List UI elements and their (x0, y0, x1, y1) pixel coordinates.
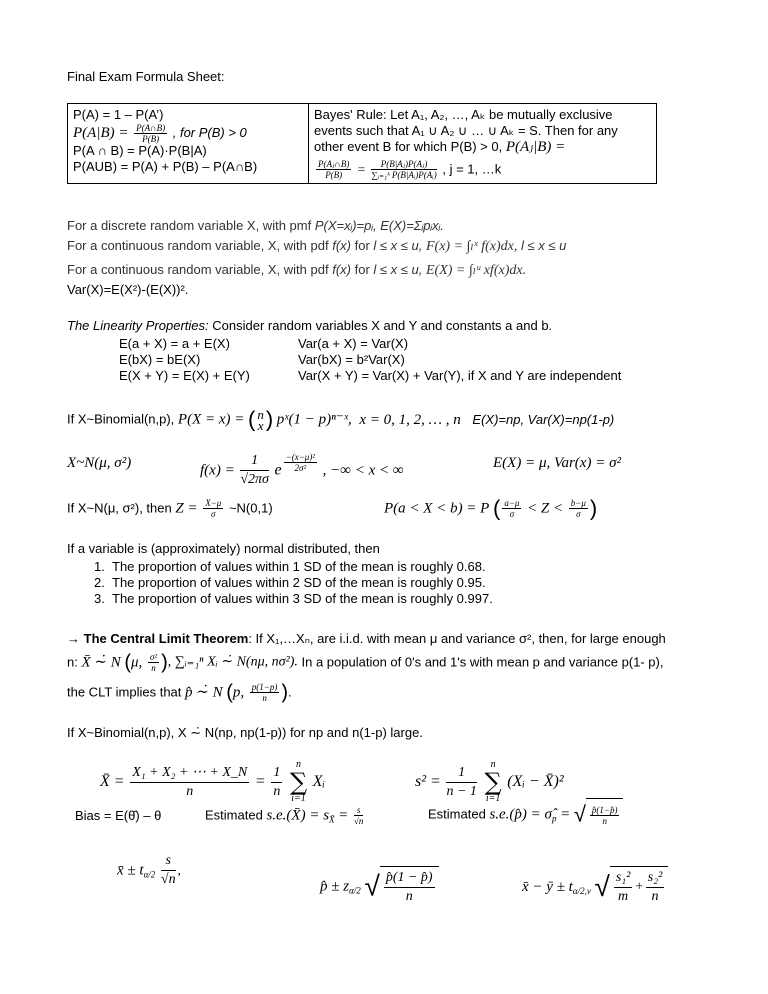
arrow-icon: → (67, 631, 80, 646)
clt-line-3: the CLT implies that p̂ ∼̇ N (p, $\frac{p(1-p)}{n}$ ). (67, 681, 292, 704)
ci-proportion-formula: p̂ ± $z_{\alpha/2}$ √ $\frac{p̂(1 - p̂)}{n}$ (320, 866, 439, 911)
ci-mean-formula: x̄ ± $t_{\alpha/2}$ $\frac{s}{√n}$ , (117, 853, 181, 888)
bayes-line-1: Bayes' Rule: Let A₁, A₂, …, Aₖ be mutually exclusive (314, 107, 613, 122)
bias-formula: Bias = E(θ̂) – θ (75, 808, 162, 823)
variance-line: Var(X)=E(X²)-(E(X))². (67, 282, 189, 297)
binomial-normal-approx: If X~Binomial(n,p), X ∼̇ N(np, np(1-p)) for np and n(1-p) large. (67, 725, 423, 740)
se-proportion-formula: Estimated s.e.(p̂) = $\sigmâ_p$ = √ $\frac{p̂(1-p̂)}{n}$ (428, 798, 623, 835)
binomial-line: If X~Binomial(n,p), P(X = x) = ( n x ) pˣ(1 − p)ⁿ⁻ˣ, x = 0, 1, 2, … , n E(X)=np, Var(X)=np(1-p) (67, 406, 615, 433)
empirical-rule-list (94, 559, 493, 607)
continuous-mean-line: For a continuous random variable, X, with pdf f(x) for l ≤ x ≤ u, E(X) = ∫ₗᵘ xf(x)dx. (67, 262, 527, 278)
sample-mean-formula: X̄ = $\frac{\text{X₁ + X₂ + ⋯ + X\_N}}{n}$ = $\frac{1}{n}$ n ∑ i=1 Xᵢ (100, 759, 326, 804)
se-mean-formula: Estimated s.e.(X̄) = $s_{X̄}$ = $\frac{s}{√n}$ (205, 805, 364, 827)
linearity-heading-line: The Linearity Properties: Consider random variables X and Y and constants a and b. (67, 318, 553, 333)
sample-variance-formula: s² = $\frac{1}{n - 1}$ n ∑ i=1 (Xᵢ − X̄)² (415, 759, 564, 804)
linearity-variance-list: Var(a + X) = Var(X) Var(bX) = b²Var(X) Var(X + Y) = Var(X) + Var(Y), if X and Y are independent (298, 336, 622, 383)
basic-rules-cell (68, 104, 309, 184)
conditional-rule: P(A|B) = $\frac{P(A\cap B)}{P(B)}$ , for P(B) > 0 (73, 123, 247, 144)
discrete-rv-line: For a discrete random variable X, with pmf P(X=xᵢ)=pᵢ, E(X)=Σᵢpᵢxᵢ. (67, 218, 444, 233)
union-rule: P(AUB) = P(A) + P(B) – P(A∩B) (73, 159, 258, 174)
ci-difference-formula: x̄ − ȳ ± $t_{\alpha/2,\nu}$ √ $\frac{\text{s₁²}}{m}$ + $\frac{\text{s₂²}}{n}$ (522, 866, 668, 911)
bayes-line-2: events such that A₁ ∪ A₂ ∪ … ∪ Aₖ = S. Then for any (314, 123, 618, 138)
complement-rule: P(A) = 1 – P(A’) (73, 107, 164, 122)
clt-line-2: n: X̄ ∼̇ N (μ, $\frac{\text{σ²}}{n}$ ), ∑ᵢ₌₁ⁿ Xᵢ ∼̇ N(nμ, nσ²). In a population of 0's and 1's with mean p and variance p(1- p), (67, 651, 664, 674)
bayes-formula: $\frac{\text{P(Aⱼ∩B)}}{P(B)}$ = $\frac{\text{P(B|Aⱼ)P(Aⱼ)}}{\text{∑ᵢ₌₁ᵏ P(B|Aᵢ)P(Aᵢ)}}$ , j = 1, …k (318, 159, 502, 180)
normal-probability: P(a < X < b) = P ( $\frac{a-\mu}{\sigma}$ < Z < $\frac{b-\mu}{\sigma}$ ) (384, 495, 598, 521)
list-item: 2. The proportion of values within 2 SD of the mean is roughly 0.95. (94, 575, 486, 590)
list-item: 3. The proportion of values within 3 SD of the mean is roughly 0.997. (94, 591, 493, 606)
probability-rules-box (67, 103, 657, 184)
bayes-rule-cell (309, 104, 657, 184)
intersection-rule: P(A ∩ B) = P(A)·P(B|A) (73, 143, 207, 158)
linearity-expectation-list: E(a + X) = a + E(X) E(bX) = bE(X) E(X + Y) = E(X) + E(Y) (119, 336, 250, 383)
clt-line-1: → The Central Limit Theorem: If X₁,…Xₙ, are i.i.d. with mean μ and variance σ², then, for large enough (67, 631, 666, 646)
list-item: 1. The proportion of values within 1 SD of the mean is roughly 0.68. (94, 559, 486, 574)
bayes-line-3: other event B for which P(B) > 0, P(Aⱼ|B) = (314, 139, 566, 155)
normal-moments: E(X) = μ, Var(x) = σ² (493, 455, 621, 471)
continuous-cdf-line: For a continuous random variable, X, with pdf f(x) for l ≤ x ≤ u, F(x) = ∫ₗˣ f(x)dx, l ≤ x ≤ u (67, 238, 567, 254)
page-title: Final Exam Formula Sheet: (67, 69, 225, 84)
binomial-coefficient: n x (257, 406, 264, 433)
empirical-rule-intro: If a variable is (approximately) normal distributed, then (67, 541, 380, 556)
normal-pdf: f(x) = $\frac{1}{√2\pi\sigma}$ e $\frac{\text{−(x−μ)²}}{\text{2σ²}}$ , −∞ < x < ∞ (200, 452, 404, 487)
normal-distribution-label: X~N(μ, σ²) (67, 455, 132, 471)
standardization-line: If X~N(μ, σ²), then Z = $\frac{X-\mu}{\sigma}$ ~N(0,1) (67, 498, 273, 520)
